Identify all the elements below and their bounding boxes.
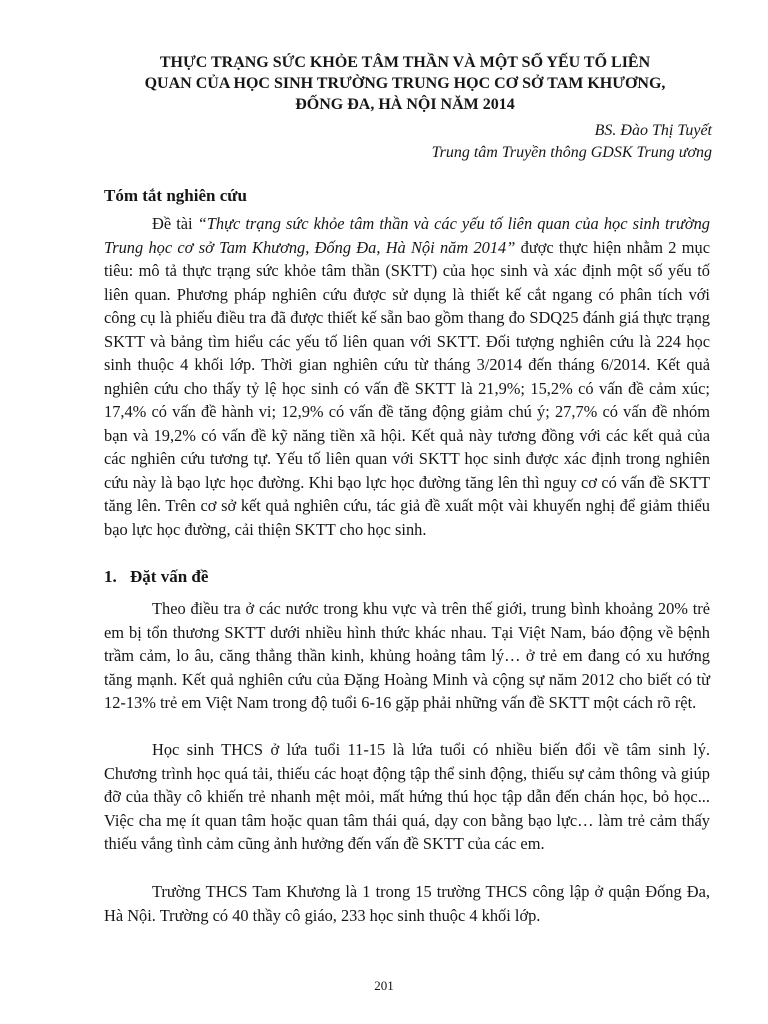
abstract-body: được thực hiện nhằm 2 mục tiêu: mô tả thực trạng sức khỏe tâm thần (SKTT) của học sinh và xác định một số yếu tố liên quan. Phương pháp nghiên cứu được sử dụng là thiết kế cắt ngang có phân tích với công cụ là phiếu điều tra đã được thiết kế sẵn bao gồm thang đo SDQ25 đánh giá thực trạng SKTT và bảng tìm hiểu các yếu tố liên quan với SKTT. Đối tượng nghiên cứu là 224 học sinh thuộc 4 khối lớp. Thời gian nghiên cứu từ tháng 3/2014 đến tháng 6/2014. Kết quả nghiên cứu cho thấy tỷ lệ học sinh có vấn đề SKTT là 21,9%; 15,2% có vấn đề cảm xúc; 17,4% có vấn đề hành vi; 12,9% có vấn đề tăng động giảm chú ý; 27,7% có vấn đề nhóm bạn và 19,2% có vấn đề kỹ năng tiền xã hội. Kết quả này tương đồng với các kết quả của các nghiên cứu tương tự. Yếu tố liên quan với SKTT học sinh được xác định trong nghiên cứu này là bạo lực học đường. Khi bạo lực học đường tăng lên thì nguy cơ có vấn đề SKTT tăng lên. Trên cơ sở kết quả nghiên cứu, tác giả đề xuất một vài khuyến nghị để giảm thiểu bạo lực học đường, cải thiện SKTT cho học sinh. [104,237,710,539]
paper-title [96,52,714,115]
body-paragraph-3: Trường THCS Tam Khương là 1 trong 15 trường THCS công lập ở quận Đống Đa, Hà Nội. Trường có 40 thầy cô giáo, 233 học sinh thuộc 4 khối lớp. [104,882,710,925]
author-block [432,120,712,164]
author-affiliation: Trung tâm Truyền thông GDSK Trung ương [431,144,712,161]
abstract-lead: Đề tài [152,214,198,233]
section-number: 1. [104,567,117,586]
body-paragraph-2: Học sinh THCS ở lứa tuổi 11-15 là lứa tuổi có nhiều biến đổi về tâm sinh lý. Chương trình học quá tải, thiếu các hoạt động tập thể sinh động, thiếu sự cảm thông và giúp đỡ của thầy cô khiến trẻ nhanh mệt mỏi, mất hứng thú học tập dẫn đến chán học, bỏ học... Việc cha mẹ ít quan tâm hoặc quan tâm thái quá, dạy con bằng bạo lực… làm trẻ cảm thấy thiếu vắng tình cảm cũng ảnh hưởng đến vấn đề SKTT của các em. [104,740,710,853]
title-line-1: THỰC TRẠNG SỨC KHỎE TÂM THẦN VÀ MỘT SỐ YẾU TỐ LIÊN [159,54,651,71]
body-paragraph-1: Theo điều tra ở các nước trong khu vực và trên thế giới, trung bình khoảng 20% trẻ em bị tổn thương SKTT dưới nhiều hình thức khác nhau. Tại Việt Nam, báo động về bệnh trầm cảm, lo âu, căng thẳng thần kinh, khủng hoảng tâm lý… ở trẻ em đang có xu hướng tăng mạnh. Kết quả nghiên cứu của Đặng Hoàng Minh và cộng sự năm 2012 cho biết có từ 12-13% trẻ em Việt Nam trong độ tuổi 6-16 gặp phải những vấn đề SKTT một cách rõ rệt. [104,599,710,712]
section-heading [104,567,208,587]
title-line-3: ĐỐNG ĐA, HÀ NỘI NĂM 2014 [295,96,515,113]
abstract-paragraph [104,212,710,541]
author-name: BS. Đào Thị Tuyết [594,122,712,139]
title-line-2: QUAN CỦA HỌC SINH TRƯỜNG TRUNG HỌC CƠ SỞ TAM KHƯƠNG, [144,75,666,92]
page-number: 201 [374,978,394,993]
section-title: Đặt vấn đề [130,567,209,586]
abstract-topic: “Thực trạng sức khỏe tâm thần và các yếu tố liên quan của học sinh trường Trung học cơ sở Tam Khương, Đống Đa, Hà Nội năm 2014” [104,214,710,257]
summary-heading: Tóm tắt nghiên cứu [104,186,247,205]
